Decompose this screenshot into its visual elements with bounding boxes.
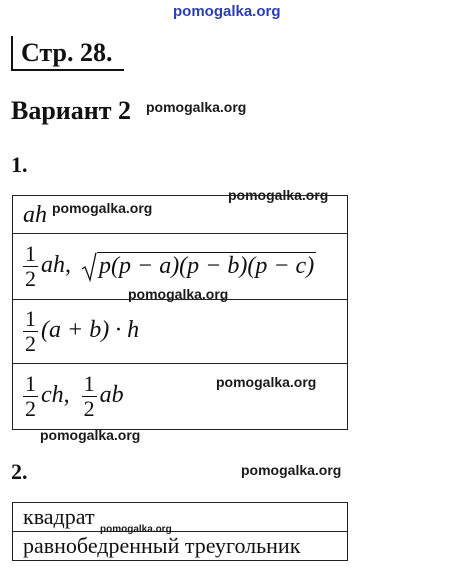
table-cell xyxy=(13,503,348,532)
formula-term: (a + b) · h xyxy=(41,317,140,344)
formula-heron xyxy=(23,241,316,291)
fraction-numerator: 1 xyxy=(83,371,95,396)
fraction xyxy=(23,372,38,421)
table-cell xyxy=(13,364,348,430)
fraction xyxy=(23,307,38,356)
fraction-denominator: 2 xyxy=(25,396,36,421)
fraction-denominator: 2 xyxy=(25,266,36,291)
fraction-denominator: 2 xyxy=(25,331,36,356)
formula-term: ab xyxy=(99,382,124,409)
fraction xyxy=(82,372,97,421)
radical-sign-icon xyxy=(81,252,97,282)
square-root xyxy=(81,252,316,282)
formula-trapezoid xyxy=(23,306,140,356)
formula-ah: ah xyxy=(23,201,47,228)
watermark: pomogalka.org xyxy=(40,427,141,443)
table-cell xyxy=(13,300,348,364)
answer-text: квадрат xyxy=(23,504,95,529)
fraction-denominator: 2 xyxy=(83,396,95,421)
task-2-table xyxy=(12,502,348,561)
fraction-numerator: 1 xyxy=(25,306,36,331)
radicand: p(p − a)(p − b)(p − c) xyxy=(97,252,316,282)
fraction xyxy=(23,242,38,291)
watermark: pomogalka.org xyxy=(146,99,247,115)
watermark-top: pomogalka.org xyxy=(173,3,281,20)
watermark: pomogalka.org xyxy=(52,200,153,216)
watermark: pomogalka.org xyxy=(228,187,329,203)
table-row xyxy=(13,234,348,300)
page-title: Стр. 28. xyxy=(21,38,113,67)
formula-term: ah xyxy=(41,252,65,279)
watermark: pomogalka.org xyxy=(100,524,172,535)
table-row xyxy=(13,532,348,561)
table-row xyxy=(13,503,348,532)
watermark: pomogalka.org xyxy=(128,286,229,302)
watermark: pomogalka.org xyxy=(216,374,317,390)
separator: , xyxy=(65,252,71,279)
separator: , xyxy=(63,382,70,409)
fraction-numerator: 1 xyxy=(25,241,36,266)
table-cell xyxy=(13,532,348,561)
watermark: pomogalka.org xyxy=(241,462,342,478)
table-row xyxy=(13,364,348,430)
variant-title: Вариант 2 xyxy=(11,96,132,125)
formula-term: ch xyxy=(41,382,64,409)
task-1-number: 1. xyxy=(11,152,28,177)
task-2-number: 2. xyxy=(11,459,28,484)
task-1-table xyxy=(12,195,348,430)
answer-text: равнобедренный треугольник xyxy=(23,533,301,558)
fraction-numerator: 1 xyxy=(25,371,36,396)
table-row xyxy=(13,300,348,364)
formula-triangle xyxy=(23,371,124,421)
table-row xyxy=(13,196,348,234)
table-cell xyxy=(13,234,348,300)
table-cell xyxy=(13,196,348,234)
